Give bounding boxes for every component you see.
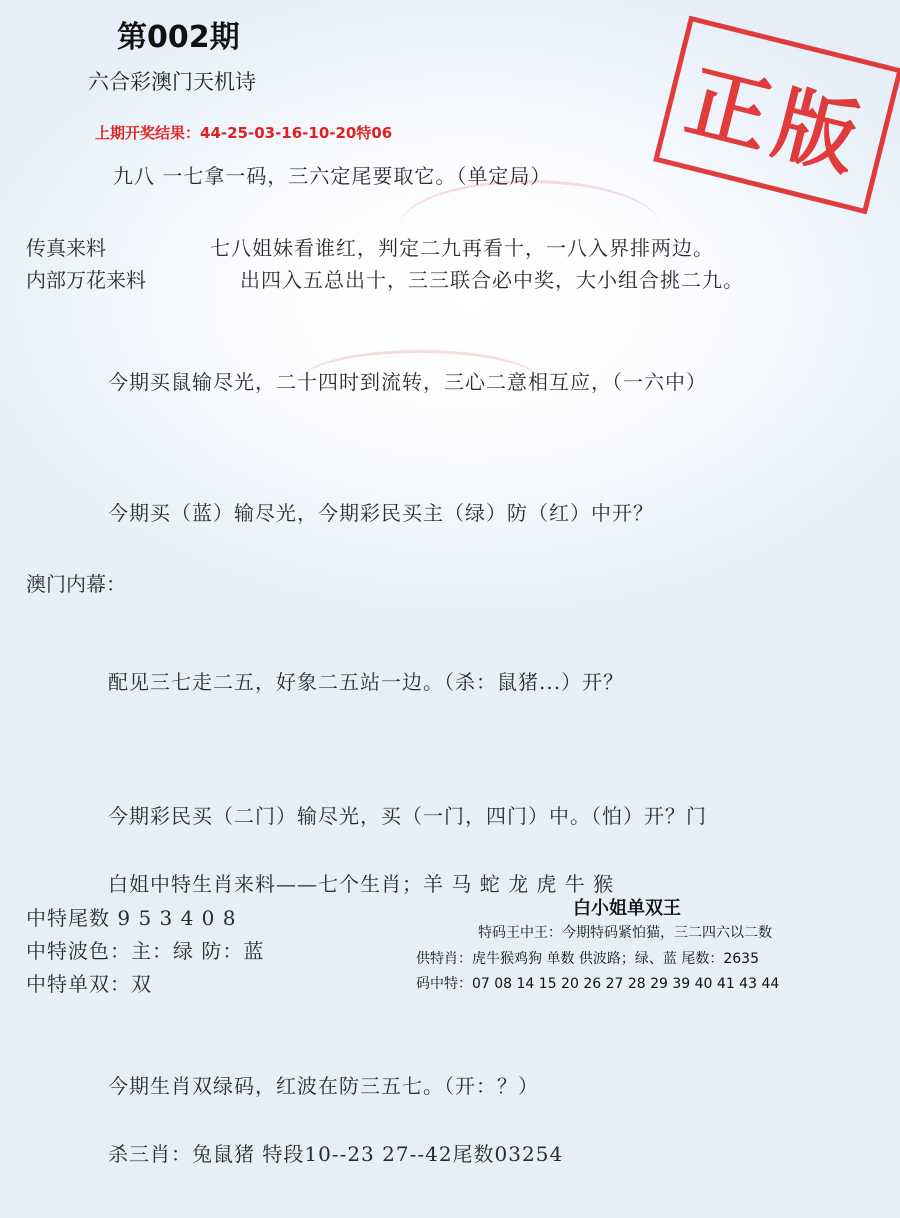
wave-color: 中特波色：主：绿 防：蓝 [26,939,265,963]
zodiac-line: 白姐中特生肖来料——七个生肖；羊 马 蛇 龙 虎 牛 猴 [108,872,615,896]
odd-even: 中特单双：双 [26,972,152,996]
right-box-line-1: 特码王中王：今期特码紧怕猫，三二四六以二数 [478,925,772,941]
poem-line-1: 九八 一七拿一码，三六定尾要取它。（单定局） [113,164,552,188]
right-box-title: 白小姐单双王 [573,898,681,919]
right-box-line-2: 供特肖：虎牛猴鸡狗 单数 供波路；绿、蓝 尾数：2635 [416,951,759,967]
poem-line-7: 今期彩民买（二门）输尽光，买（一门，四门）中。（怕）开？门 [108,804,707,828]
inside-text: 出四入五总出十，三三联合必中奖，大小组合挑二九。 [240,268,744,292]
macau-label: 澳门内幕： [26,572,126,596]
page-subtitle: 六合彩澳门天机诗 [88,70,256,94]
kill-zodiac-line: 杀三肖：兔鼠猪 特段10--23 27--42尾数03254 [108,1142,564,1166]
right-box-line-3: 码中特：07 08 14 15 20 26 27 28 29 39 40 41 43 44 [416,976,780,992]
poem-line-4: 今期买鼠输尽光，二十四时到流转，三心二意相互应，（一六中） [108,370,707,394]
issue-number: 第002期 [117,20,240,55]
poem-line-9: 今期生肖双绿码，红波在防三五七。（开：？） [108,1074,539,1098]
poem-line-6: 配见三七走二五，好象二五站一边。（杀：鼠猪...）开？ [108,670,625,694]
poem-line-5: 今期买（蓝）输尽光，今期彩民买主（绿）防（红）中开？ [108,501,654,525]
tail-numbers: 中特尾数 9 5 3 4 0 8 [26,906,237,930]
inside-label: 内部万花来料 [26,268,146,292]
fax-text: 七八姐妹看谁红，判定二九再看十，一八入界排两边。 [210,236,714,260]
stamp-text: 正版 [677,53,876,190]
last-result: 上期开奖结果：44-25-03-16-10-20特06 [95,124,393,142]
fax-label: 传真来料 [26,236,106,260]
